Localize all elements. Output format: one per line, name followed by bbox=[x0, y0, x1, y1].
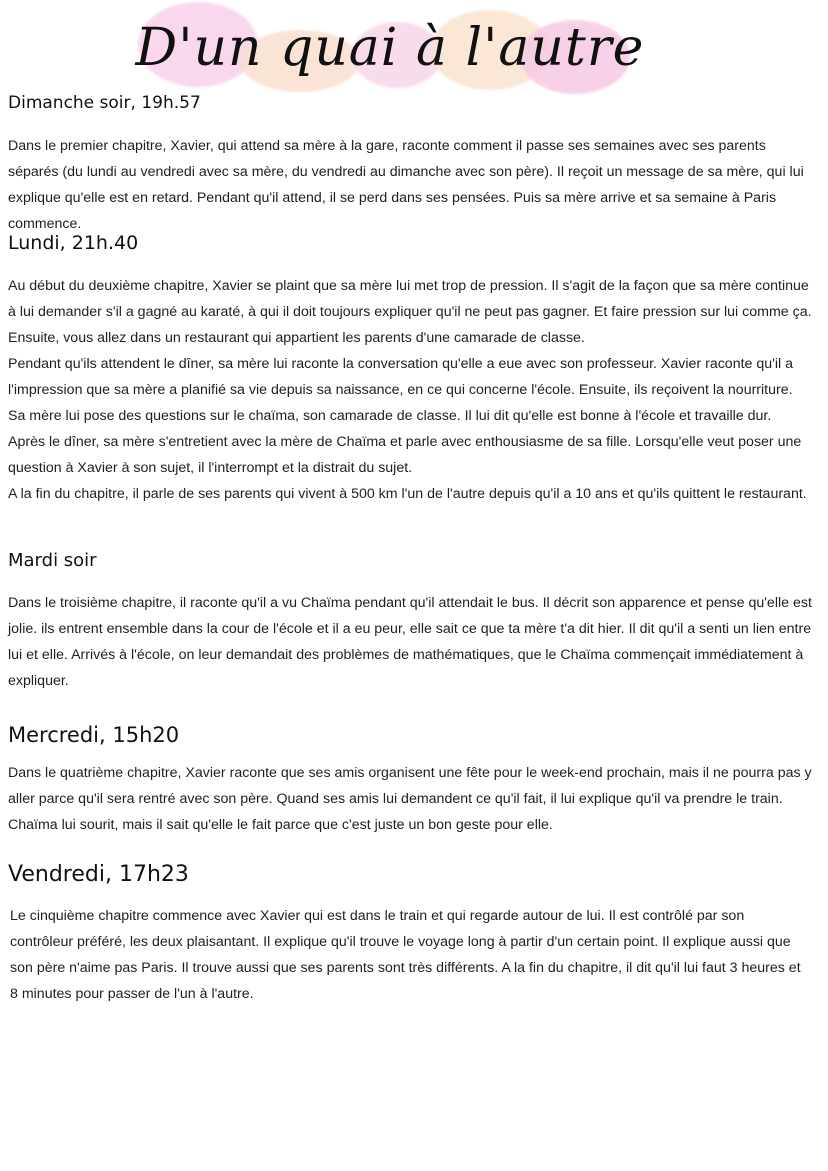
section-heading-label: Lundi, 21h.40 bbox=[6, 232, 146, 254]
section-heading-label: Dimanche soir, 19h.57 bbox=[6, 93, 209, 113]
paragraph: Au début du deuxième chapitre, Xavier se plaint que sa mère lui met trop de pression. Il s'agit de la façon que sa mère continue à lui demander s'il a gagné au karaté, à qui il doit toujours expliquer qu'il ne peut pas gagner. Et faire pression sur lui comme ça. Ensuite, vous allez dans un restaurant qui appartient les parents d'une camarade de classe. bbox=[8, 278, 812, 346]
paragraph: Pendant qu'ils attendent le dîner, sa mère lui raconte la conversation qu'elle a eue avec son professeur. Xavier raconte qu'il a l'impression que sa mère a planifié sa vie depuis sa naissance, en ce qui concerne l'école. Ensuite, ils reçoivent la nourriture. Sa mère lui pose des questions sur le chaïma, son camarade de classe. Il lui dit qu'elle est bonne à l'école et travaille dur. bbox=[8, 356, 793, 424]
section-heading-vendredi bbox=[6, 862, 197, 887]
paragraph: Dans le troisième chapitre, il raconte qu'il a vu Chaïma pendant qu'il attendait le bus. Il décrit son apparence et pense qu'elle est jolie. ils entrent ensemble dans la cour de l'école et il a eu peur, elle sait ce que ta mère t'a dit hier. Il dit qu'il a senti un lien entre lui et elle. Arrivés à l'école, on leur demandait des problèmes de mathématiques, que le Chaïma commençait immédiatement à expliquer. bbox=[8, 595, 812, 689]
section-body-mardi bbox=[8, 590, 813, 694]
paragraph: Le cinquième chapitre commence avec Xavier qui est dans le train et qui regarde autour de lui. Il est contrôlé par son contrôleur préféré, les deux plaisantant. Il explique qu'il trouve le voyage long à partir d'un certain point. Il explique aussi que son père n'aime pas Paris. Il trouve aussi que ses parents sont très différents. A la fin du chapitre, il dit qu'il lui faut 3 heures et 8 minutes pour passer de l'un à l'autre. bbox=[10, 908, 801, 1002]
section-body-mercredi bbox=[8, 760, 813, 838]
section-heading-label: Mercredi, 15h20 bbox=[6, 723, 187, 747]
section-heading-label: Mardi soir bbox=[6, 550, 105, 571]
paragraph: Dans le premier chapitre, Xavier, qui attend sa mère à la gare, raconte comment il passe ses semaines avec ses parents séparés (du lundi au vendredi avec sa mère, du vendredi au dimanche avec son père). Il reçoit un message de sa mère, qui lui explique qu'elle est en retard. Pendant qu'il attend, il se perd dans ses pensées. Puis sa mère arrive et sa semaine à Paris commence. bbox=[8, 138, 804, 232]
section-heading-label: Vendredi, 17h23 bbox=[6, 862, 197, 887]
paragraph: Dans le quatrième chapitre, Xavier raconte que ses amis organisent une fête pour le week-end prochain, mais il ne pourra pas y aller parce qu'il sera rentré avec son père. Quand ses amis lui demandent ce qu'il fait, il lui explique qu'il va prendre le train. Chaïma lui sourit, mais il sait qu'elle le fait parce que c'est juste un bon geste pour elle. bbox=[8, 765, 812, 833]
page-title: D'un quai à l'autre bbox=[135, 18, 645, 78]
section-body-vendredi bbox=[10, 903, 810, 1007]
section-heading-mercredi bbox=[6, 723, 187, 747]
section-heading-lundi bbox=[6, 232, 146, 254]
section-body-dimanche bbox=[8, 133, 813, 237]
section-heading-mardi bbox=[6, 550, 105, 571]
title-banner bbox=[130, 0, 650, 100]
section-heading-dimanche bbox=[6, 93, 209, 113]
section-body-lundi bbox=[8, 273, 813, 507]
paragraph: A la fin du chapitre, il parle de ses parents qui vivent à 500 km l'un de l'autre depuis qu'il a 10 ans et qu'ils quittent le restaurant. bbox=[8, 486, 807, 502]
paragraph: Après le dîner, sa mère s'entretient avec la mère de Chaïma et parle avec enthousiasme de sa fille. Lorsqu'elle veut poser une question à Xavier à son sujet, il l'interrompt et la distrait du sujet. bbox=[8, 434, 802, 476]
